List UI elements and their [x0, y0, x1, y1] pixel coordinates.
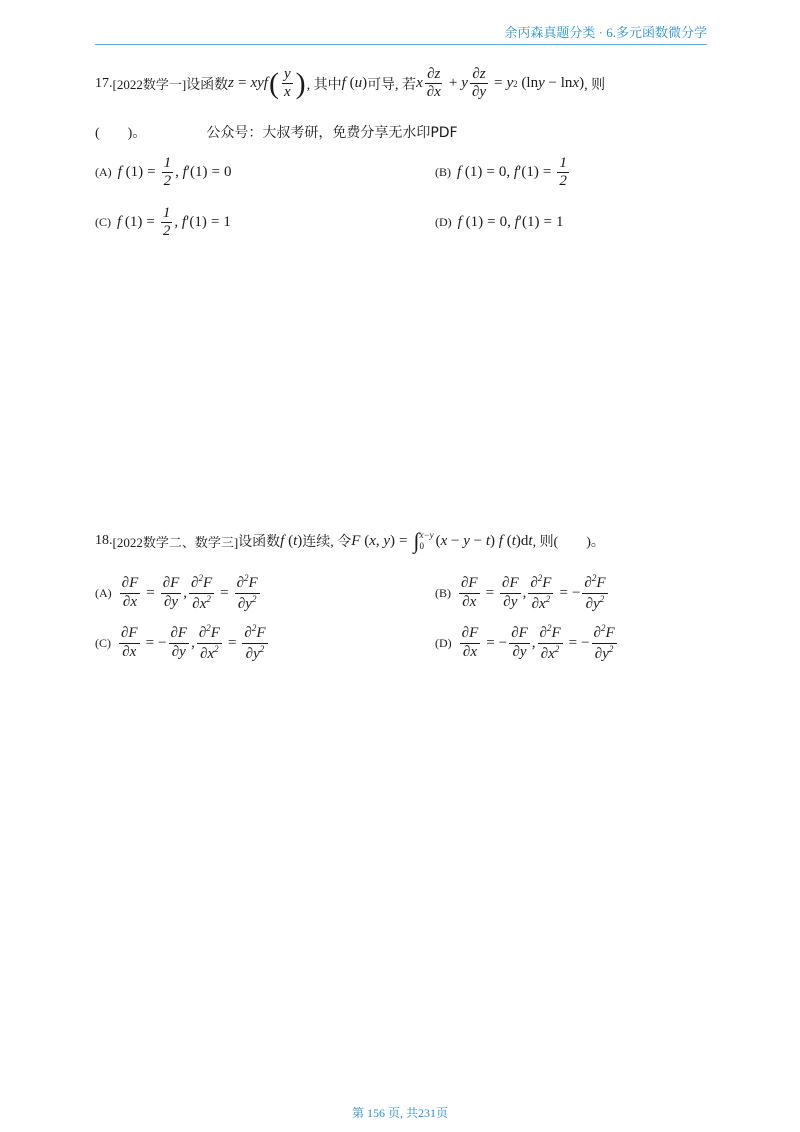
option-value: 1 — [555, 214, 564, 230]
option-value: 0 — [223, 164, 232, 180]
question-18-options — [95, 574, 715, 662]
option-value: 2 — [163, 173, 172, 189]
option-label: (D) — [435, 635, 452, 650]
option-a[interactable] — [95, 154, 435, 192]
option-formula: $\frac{\partial F}{\partial x}$ = $\frac{\partial F}{\partial y}$ , $\frac{\partial^2F}{\partial x^2}$ = − $\frac{\partial^2F}{\partial y^2}$ — [461, 573, 606, 612]
option-formula: f (1) = $\frac{1}{2}$ , f ′(1) = 1 — [117, 204, 231, 239]
option-value: 1 — [162, 155, 174, 173]
option-formula: f (1) = 0 , f ′(1) = 1 — [457, 214, 564, 230]
question-17-stem — [95, 66, 715, 102]
option-formula: f (1) = $\frac{1}{2}$ , f ′(1) = 0 — [117, 154, 232, 189]
option-formula: $\frac{\partial F}{\partial x}$ = − $\frac{\partial F}{\partial y}$ , $\frac{\partial^2F}{\partial x^2}$ = $\frac{\partial^2F}{\partial y^2}$ — [121, 623, 266, 662]
question-number: 17. — [95, 75, 113, 91]
page-header: 余丙森真题分类 · 6.多元函数微分学 — [504, 25, 707, 40]
option-value: 0 — [498, 164, 507, 180]
question-17 — [95, 66, 715, 242]
option-d[interactable] — [435, 204, 715, 242]
stem-text: , 则 — [584, 77, 606, 93]
option-value: 2 — [559, 173, 567, 189]
option-label: (B) — [435, 165, 451, 179]
option-label: (D) — [435, 215, 452, 229]
option-c[interactable] — [95, 204, 435, 242]
option-value: 1 — [161, 205, 173, 223]
option-label: (B) — [435, 585, 451, 600]
option-label: (C) — [95, 635, 111, 650]
question-tag: [2022数学二、数学三] — [112, 534, 239, 550]
question-tag: [2022数学一] — [112, 77, 187, 93]
stem-text: , 则( )。 — [532, 535, 605, 550]
question-17-options — [95, 154, 715, 242]
option-value: 1 — [223, 214, 231, 230]
option-formula: f (1) = 0 , f ′(1) = $\frac{1}{2}$ — [457, 154, 567, 189]
formula-ft: f ( t ) — [280, 532, 303, 549]
option-value: 1 — [557, 155, 569, 173]
option-formula: $\frac{\partial F}{\partial x}$ = − $\frac{\partial F}{\partial y}$ , $\frac{\partial^2F}{\partial x^2}$ = − $\frac{\partial^2F}{\partial y^2}$ — [461, 623, 615, 662]
stem-text: , 其中 — [306, 77, 342, 93]
option-label: (A) — [95, 585, 112, 600]
formula-fu: f ( u ) — [341, 75, 368, 92]
header-divider — [95, 44, 707, 45]
option-value: 2 — [162, 223, 171, 239]
question-18 — [95, 528, 715, 662]
stem-text: 设函数 — [186, 77, 229, 93]
option-formula: $\frac{\partial F}{\partial x}$ = $\frac{\partial F}{\partial y}$ , $\frac{\partial^2F}{\partial x^2}$ = $\frac{\partial^2F}{\partial y^2}$ — [121, 573, 258, 612]
answer-blank: ( )。 — [95, 125, 147, 141]
watermark-text: 公众号：大叔考研，免费分享无水印PDF — [206, 124, 458, 141]
stem-text: 设函数 — [238, 535, 281, 550]
question-17-blank-line — [95, 122, 715, 142]
formula-pde: x $\frac{\partial z}{\partial x}$ + y $\frac{\partial z}{\partial y}$ = y 2 (ln y − ln x ) — [416, 66, 585, 101]
option-b[interactable] — [435, 154, 715, 192]
option-value: 0 — [499, 214, 508, 230]
stem-text: 可导, 若 — [367, 77, 417, 93]
option-c[interactable] — [95, 624, 435, 662]
question-18-stem — [95, 528, 715, 554]
option-label: (C) — [95, 215, 111, 229]
option-a[interactable] — [95, 574, 435, 612]
option-d[interactable] — [435, 624, 715, 662]
question-number: 18. — [95, 533, 113, 548]
option-label: (A) — [95, 165, 112, 179]
option-b[interactable] — [435, 574, 715, 612]
stem-text: 连续, 令 — [302, 535, 352, 550]
page-footer: 第 156 页, 共231页 — [351, 1106, 448, 1120]
formula-integral: F ( x , y ) = ∫ x−y 0 ( x − y − t ) f ( t )d t — [351, 528, 533, 553]
formula-z: z = xyf ( $\frac{y}{x}$ ) — [228, 66, 306, 101]
